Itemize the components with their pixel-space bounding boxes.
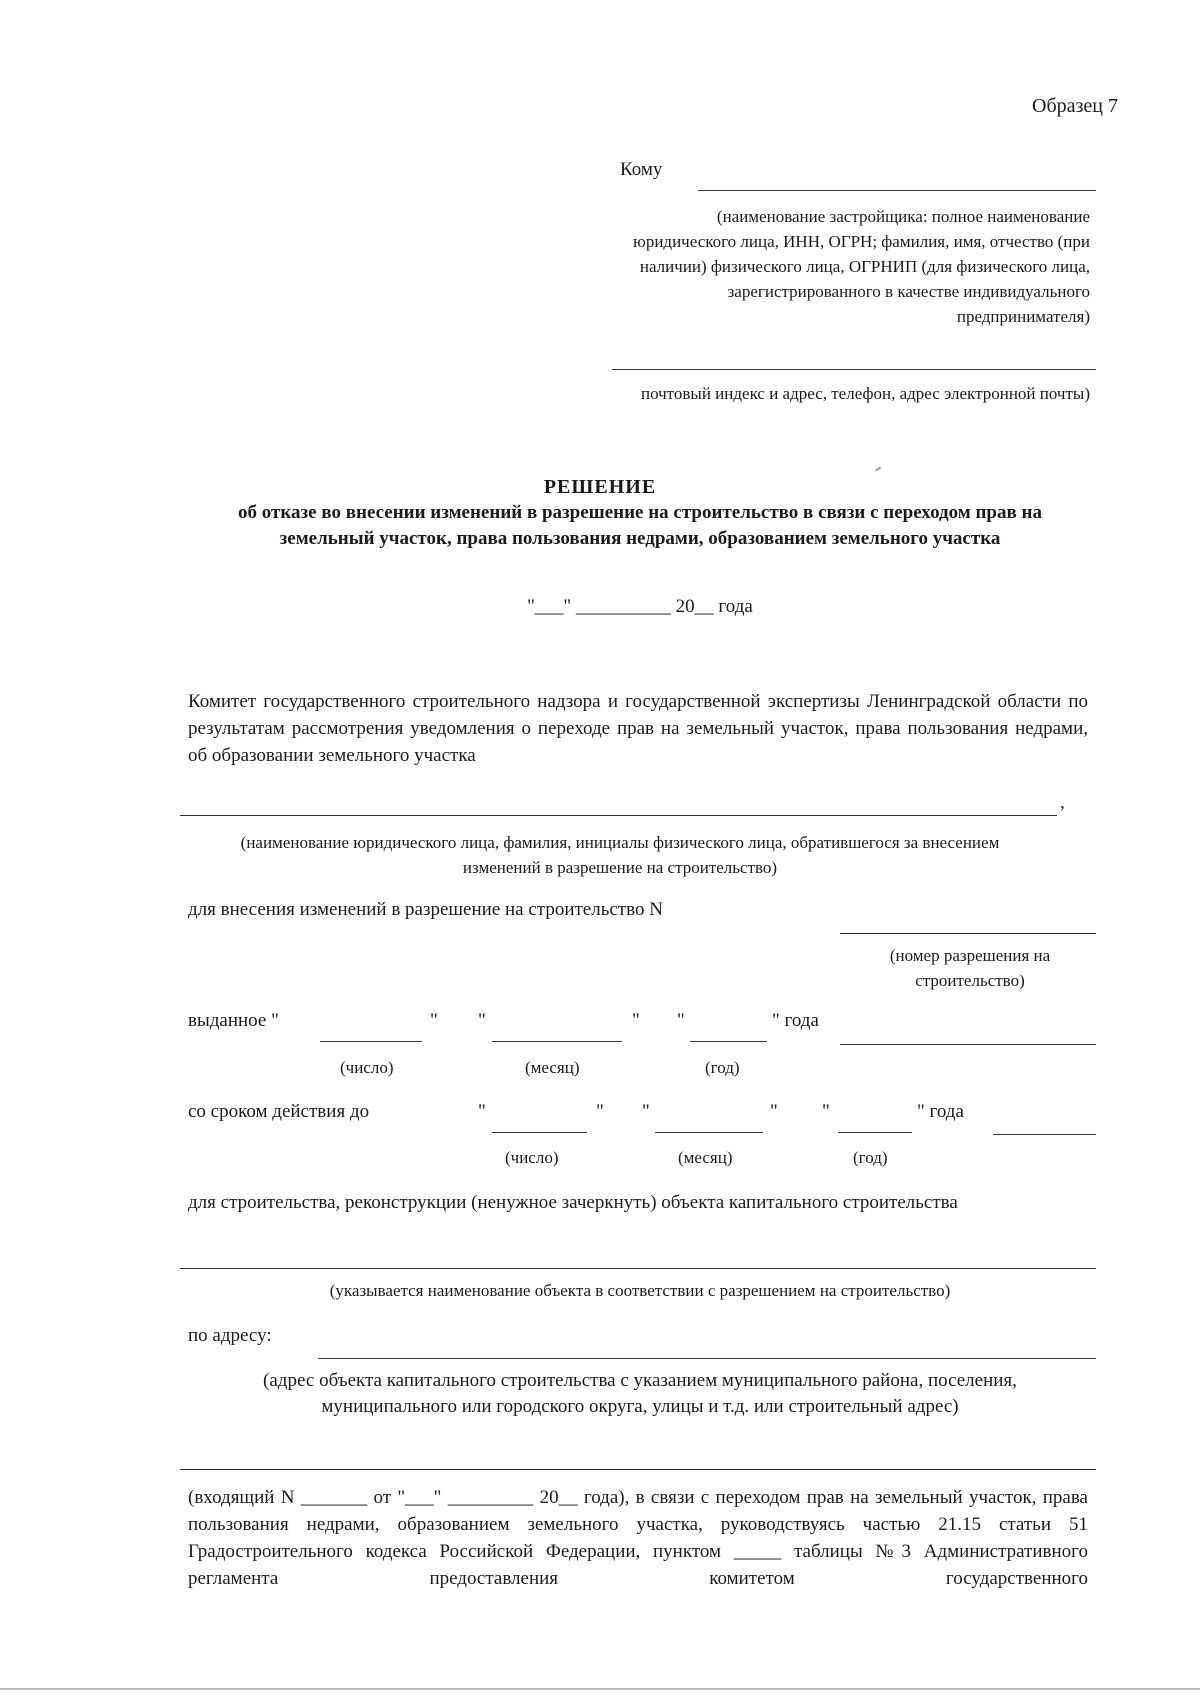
applicant-comma: , <box>1060 792 1065 813</box>
validity-quote-5: " <box>822 1101 830 1122</box>
validity-label: со сроком действия до <box>188 1101 370 1122</box>
issued-quote-2: " <box>478 1010 486 1031</box>
object-hint: (указывается наименование объекта в соответствии с разрешением на строительство) <box>329 1281 951 1300</box>
issued-month-line <box>492 1041 622 1042</box>
issued-month-hint: (месяц) <box>525 1058 580 1077</box>
address-label: по адресу: <box>188 1325 272 1346</box>
page-bottom-edge <box>0 1688 1200 1690</box>
person-hint: (наименование юридического лица, фамилия, инициалы физического лица, обратившегося за внесением изменений в разрешение на строительство) <box>240 833 1000 877</box>
incoming-paragraph: (входящий N _______ от "___" _________ 20__ года), в связи с переходом прав на земельный участок, права пользования недрами, образованием земельного участка, руководствуясь частью 21.15 статьи 51 Градостроительного кодекса Российской Федерации, пунктом _____ таблицы №3 Административного регламента предоставления комитетом государственного <box>188 1487 1088 1589</box>
address-line <box>318 1358 1096 1359</box>
validity-extra-line <box>993 1134 1096 1135</box>
intro-paragraph: Комитет государственного строительного надзора и государственной экспертизы Ленинградской области по результатам рассмотрения уведомления о переходе прав на земельный участок, права пользования недрами, об образовании земельного участка <box>188 691 1088 766</box>
applicant-hint: (наименование застройщика: полное наименование юридического лица, ИНН, ОГРН; фамилия, имя, отчество (при наличии) физического лица, ОГРНИП (для физического лица, зарегистрированного в качестве индивидуального предпринимателя) <box>633 207 1090 326</box>
recipient-address-line <box>612 369 1096 370</box>
contact-hint: почтовый индекс и адрес, телефон, адрес электронной почты) <box>640 384 1090 403</box>
validity-quote-1: " <box>478 1101 486 1122</box>
address-hint: (адрес объекта капитального строительства с указанием муниципального района, поселения, муниципального или городского округа, улицы и т.д. или строительный адрес) <box>263 1370 1017 1417</box>
validity-year-hint: (год) <box>853 1148 888 1167</box>
applicant-fill-line <box>180 815 1057 816</box>
validity-day-hint: (число) <box>505 1148 559 1167</box>
validity-quote-3: " <box>642 1101 650 1122</box>
issued-label: выданное " <box>188 1010 279 1031</box>
issued-quote-1: " <box>430 1010 438 1031</box>
validity-quote-4: " <box>770 1101 778 1122</box>
object-name-line <box>180 1268 1096 1269</box>
issued-day-line <box>320 1041 422 1042</box>
validity-year-suffix: " года <box>917 1101 964 1122</box>
validity-month-hint: (месяц) <box>678 1148 733 1167</box>
recipient-name-line <box>698 190 1096 191</box>
address-fill-line <box>180 1469 1096 1470</box>
issued-extra-line <box>840 1044 1096 1045</box>
decision-date: "___" __________ 20__ года <box>527 596 753 617</box>
scan-speck <box>875 466 881 471</box>
issued-quote-3: " <box>632 1010 640 1031</box>
issued-quote-4: " <box>677 1010 685 1031</box>
validity-quote-2: " <box>596 1101 604 1122</box>
validity-month-line <box>655 1132 763 1133</box>
document-subtitle: об отказе во внесении изменений в разрешение на строительство в связи с переходом прав на земельный участок, права пользования недрами, образованием земельного участка <box>238 502 1042 549</box>
purpose-line: для строительства, реконструкции (ненужное зачеркнуть) объекта капитального строительства <box>188 1192 958 1213</box>
issued-year-hint: (год) <box>705 1058 740 1077</box>
document-heading: РЕШЕНИЕ <box>543 476 657 498</box>
validity-day-line <box>492 1132 587 1133</box>
recipient-to-label: Кому <box>620 159 663 180</box>
permit-number-line <box>840 933 1096 934</box>
validity-year-line <box>838 1132 912 1133</box>
permit-line: для внесения изменений в разрешение на строительство N <box>188 899 663 920</box>
issued-year-line <box>690 1041 767 1042</box>
permit-number-hint: (номер разрешения на строительство) <box>889 946 1051 990</box>
sample-label: Образец 7 <box>1032 95 1118 117</box>
issued-year-suffix: " года <box>772 1010 819 1031</box>
issued-day-hint: (число) <box>340 1058 394 1077</box>
